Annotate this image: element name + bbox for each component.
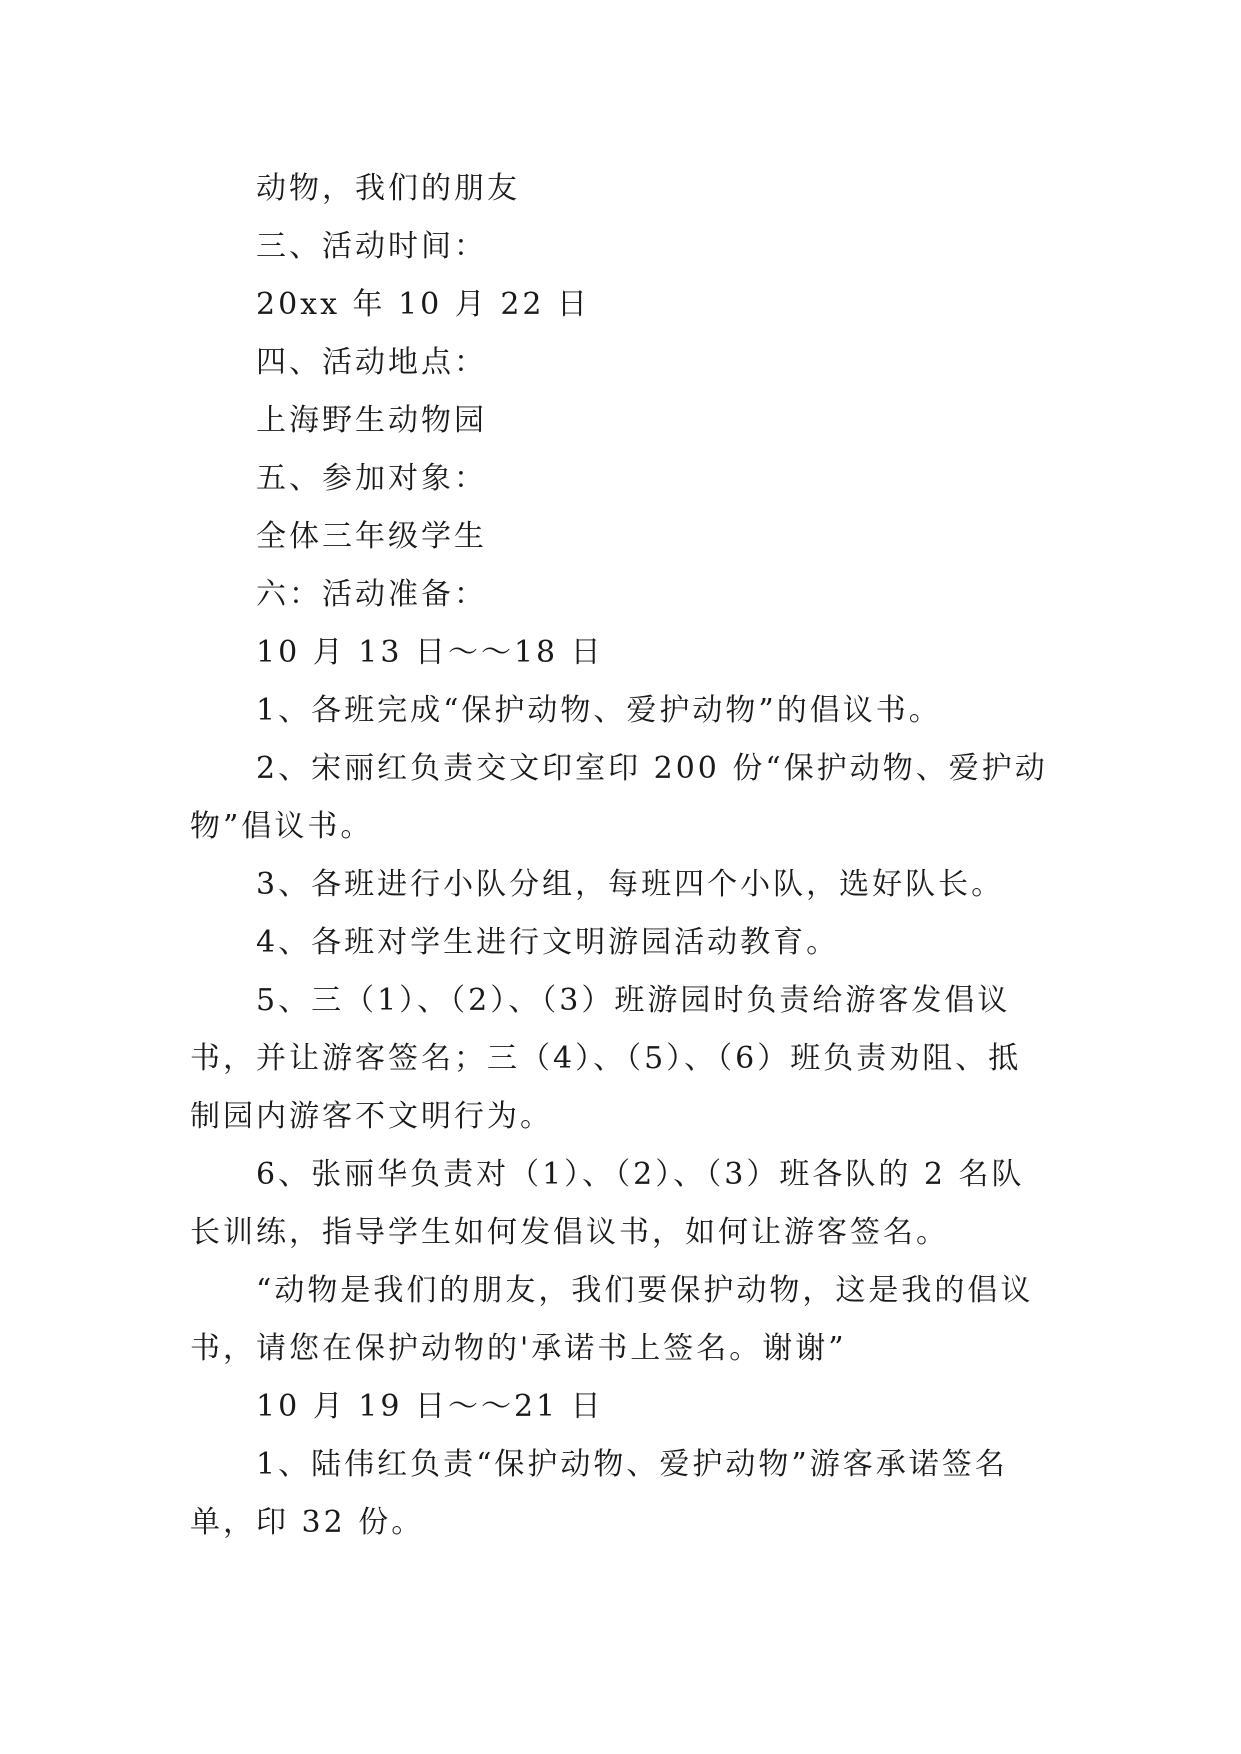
paragraph-date: 20xx 年 10 月 22 日 [256, 287, 591, 322]
paragraph-quote: “动物是我们的朋友，我们要保护动物，这是我的倡议书，请您在保护动物的'承诺书上签名。谢谢” [190, 1273, 1034, 1366]
paragraph-item-4: 4、各班对学生进行文明游园活动教育。 [256, 925, 840, 960]
paragraph-date-range-2: 10 月 19 日～～21 日 [256, 1389, 604, 1424]
paragraph-section-location: 四、活动地点： [256, 345, 487, 380]
paragraph-item-5: 5、三（1）、（2）、（3）班游园时负责给游客发倡议书，并让游客签名；三（4）、（5）、（6）班负责劝阻、抵制园内游客不文明行为。 [190, 983, 1022, 1134]
paragraph-section-participants: 五、参加对象： [256, 461, 487, 496]
document-body [190, 160, 1050, 1552]
paragraph-item-1: 1、各班完成“保护动物、爱护动物”的倡议书。 [256, 693, 942, 728]
paragraph-item-3: 3、各班进行小队分组，每班四个小队，选好队长。 [256, 867, 1005, 902]
paragraph-location: 上海野生动物园 [256, 403, 487, 438]
paragraph-item-2: 2、宋丽红负责交文印室印 200 份“保护动物、爱护动物”倡议书。 [190, 751, 1048, 844]
paragraph-item-7: 1、陆伟红负责“保护动物、爱护动物”游客承诺签名单，印 32 份。 [190, 1447, 1008, 1540]
paragraph-title: 动物，我们的朋友 [256, 171, 520, 206]
paragraph-section-preparation: 六：活动准备： [256, 577, 487, 612]
paragraph-item-6: 6、张丽华负责对（1）、（2）、（3）班各队的 2 名队长训练，指导学生如何发倡议书，如何让游客签名。 [190, 1157, 1025, 1250]
paragraph-participants: 全体三年级学生 [256, 519, 487, 554]
paragraph-date-range-1: 10 月 13 日～～18 日 [256, 635, 604, 670]
paragraph-section-time: 三、活动时间： [256, 229, 487, 264]
